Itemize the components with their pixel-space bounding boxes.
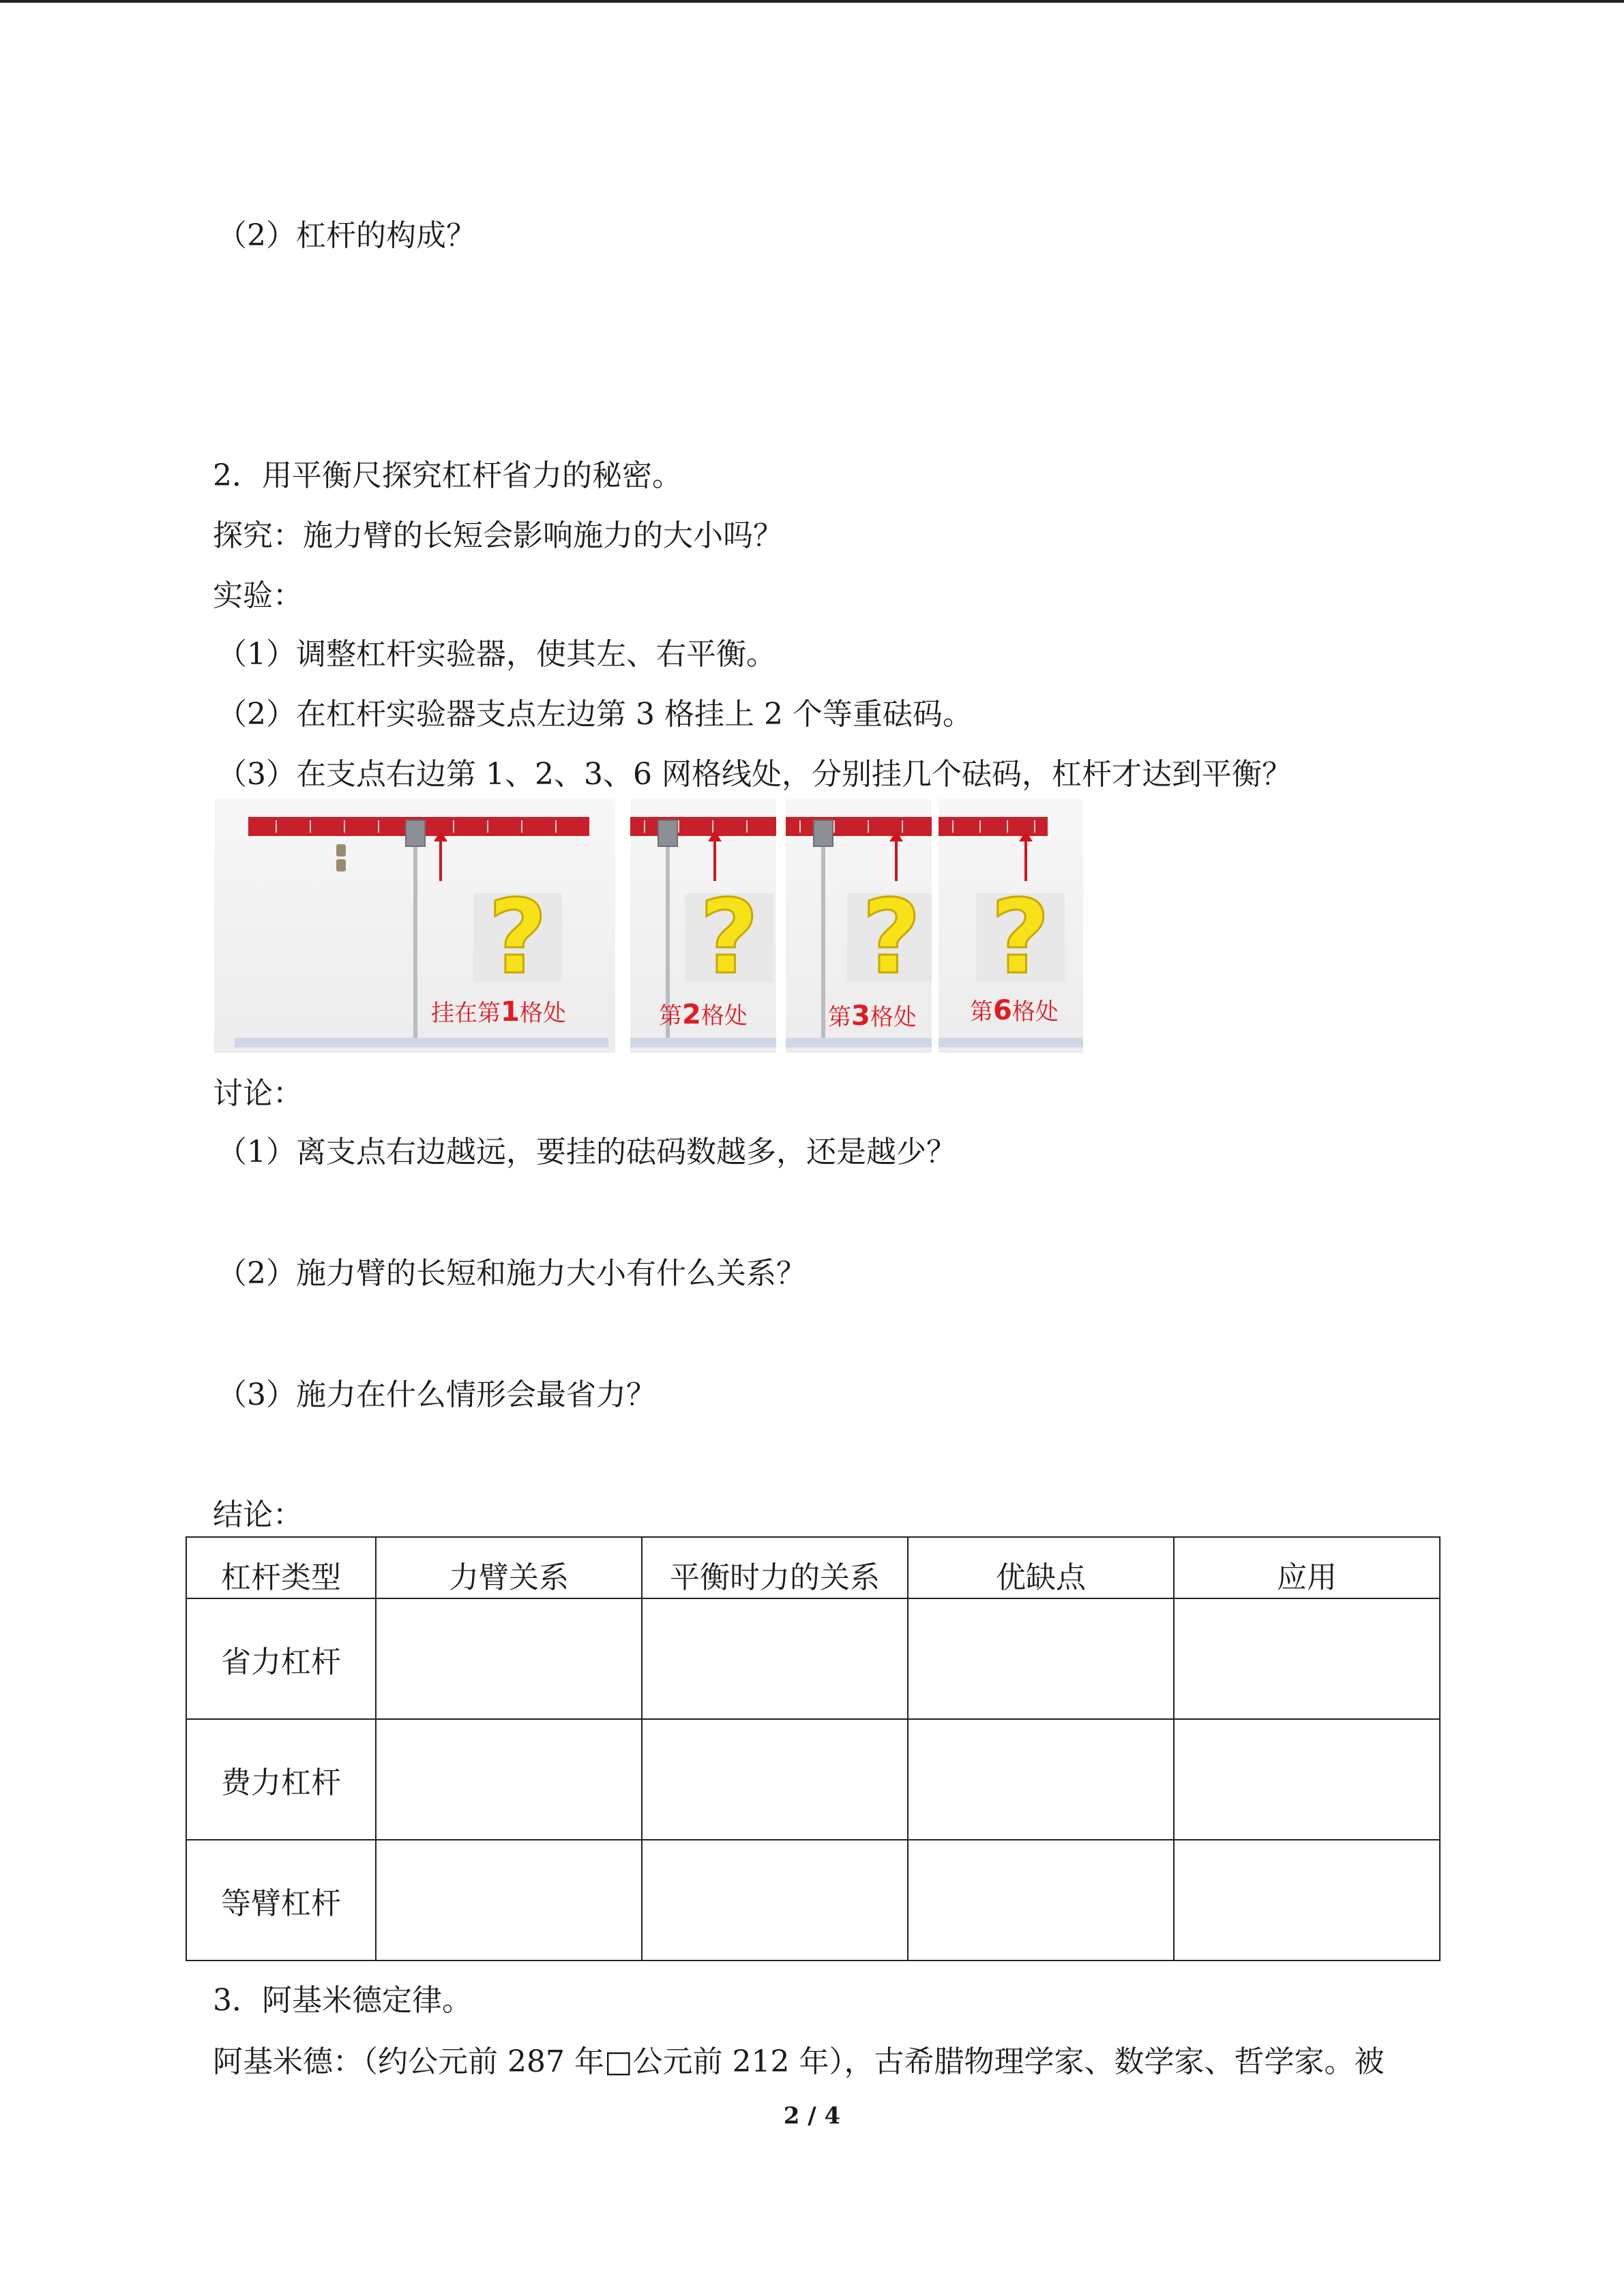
conclusion-label: 结论： — [213, 1497, 303, 1532]
table-header-cell: 力臂关系 — [376, 1537, 642, 1598]
up-arrow-icon — [1024, 840, 1027, 881]
fulcrum-clamp — [405, 820, 426, 847]
explore-question: 探究：施力臂的长短会影响施力的大小吗？ — [213, 518, 783, 553]
up-arrow-icon — [713, 840, 716, 881]
question-mark-icon: ? — [847, 893, 932, 982]
section-2-heading: 2．用平衡尺探究杠杆省力的秘密。 — [213, 458, 682, 493]
lever-type-cell: 费力杠杆 — [186, 1719, 376, 1840]
fulcrum-clamp — [658, 820, 678, 847]
table-header-cell: 优缺点 — [908, 1537, 1174, 1598]
lever-ruler — [786, 817, 932, 836]
stand-base — [786, 1038, 932, 1047]
table-header-cell: 平衡时力的关系 — [642, 1537, 908, 1598]
table-header-row — [186, 1537, 1440, 1598]
position-label-4: 第6格处 — [970, 995, 1059, 1026]
position-label-3: 第3格处 — [828, 1000, 917, 1032]
table-header-cell: 杠杆类型 — [186, 1537, 376, 1598]
question-mark-icon: ? — [976, 893, 1065, 982]
discussion-question-3: （3）施力在什么情形会最省力？ — [217, 1377, 656, 1412]
question-mark-icon: ? — [685, 893, 773, 982]
experiment-photo-3 — [784, 799, 932, 1053]
answer-cell[interactable] — [642, 1598, 908, 1719]
stand-base — [235, 1038, 608, 1047]
table-row — [186, 1840, 1440, 1960]
question-lever-structure: （2）杠杆的构成？ — [217, 218, 476, 253]
answer-cell[interactable] — [376, 1598, 642, 1719]
question-mark-icon: ? — [473, 893, 562, 982]
lever-experiment-figure — [213, 799, 1082, 1053]
stand-rod — [413, 826, 417, 1039]
experiment-photo-4 — [937, 799, 1083, 1053]
fulcrum-clamp — [813, 820, 833, 847]
answer-cell[interactable] — [1174, 1598, 1440, 1719]
position-label-2: 第2格处 — [659, 999, 748, 1030]
lever-ruler — [630, 817, 776, 836]
answer-cell[interactable] — [642, 1840, 908, 1960]
answer-cell[interactable] — [908, 1598, 1174, 1719]
page-number: 2 / 4 — [783, 2102, 841, 2130]
answer-cell[interactable] — [376, 1719, 642, 1840]
answer-cell[interactable] — [1174, 1719, 1440, 1840]
experiment-photo-1 — [213, 799, 615, 1053]
weights-icon — [336, 844, 346, 874]
position-label-1: 挂在第1格处 — [431, 996, 566, 1028]
stand-base — [630, 1038, 776, 1047]
section-3-heading: 3．阿基米德定律。 — [213, 1983, 472, 2018]
answer-cell[interactable] — [1174, 1840, 1440, 1960]
section-3-intro: 阿基米德：（约公元前 287 年□公元前 212 年），古希腊物理学家、数学家、哲学家。被 — [213, 2044, 1385, 2079]
discussion-question-2: （2）施力臂的长短和施力大小有什么关系？ — [217, 1256, 806, 1291]
answer-cell[interactable] — [908, 1719, 1174, 1840]
top-border-line — [0, 0, 1624, 3]
up-arrow-icon — [895, 840, 898, 881]
up-arrow-icon — [439, 840, 442, 881]
stand-base — [939, 1038, 1083, 1047]
lever-conclusion-table — [186, 1536, 1441, 1961]
table-row — [186, 1598, 1440, 1719]
experiment-step-1: （1）调整杠杆实验器，使其左、右平衡。 — [217, 637, 776, 672]
discussion-label: 讨论： — [213, 1076, 303, 1111]
lever-type-cell: 等臂杠杆 — [186, 1840, 376, 1960]
answer-cell[interactable] — [376, 1840, 642, 1960]
experiment-step-3: （3）在支点右边第 1、2、3、6 网格线处，分别挂几个砝码，杠杆才达到平衡？ — [217, 757, 1292, 792]
experiment-step-2: （2）在杠杆实验器支点左边第 3 格挂上 2 个等重砝码。 — [217, 697, 973, 732]
stand-rod — [821, 826, 825, 1039]
lever-type-cell: 省力杠杆 — [186, 1598, 376, 1719]
answer-cell[interactable] — [908, 1840, 1174, 1960]
table-header-cell: 应用 — [1174, 1537, 1440, 1598]
answer-cell[interactable] — [642, 1719, 908, 1840]
discussion-question-1: （1）离支点右边越远，要挂的砝码数越多，还是越少？ — [217, 1135, 956, 1169]
table-row — [186, 1719, 1440, 1840]
experiment-label: 实验： — [213, 578, 303, 613]
experiment-photo-2 — [629, 799, 776, 1053]
